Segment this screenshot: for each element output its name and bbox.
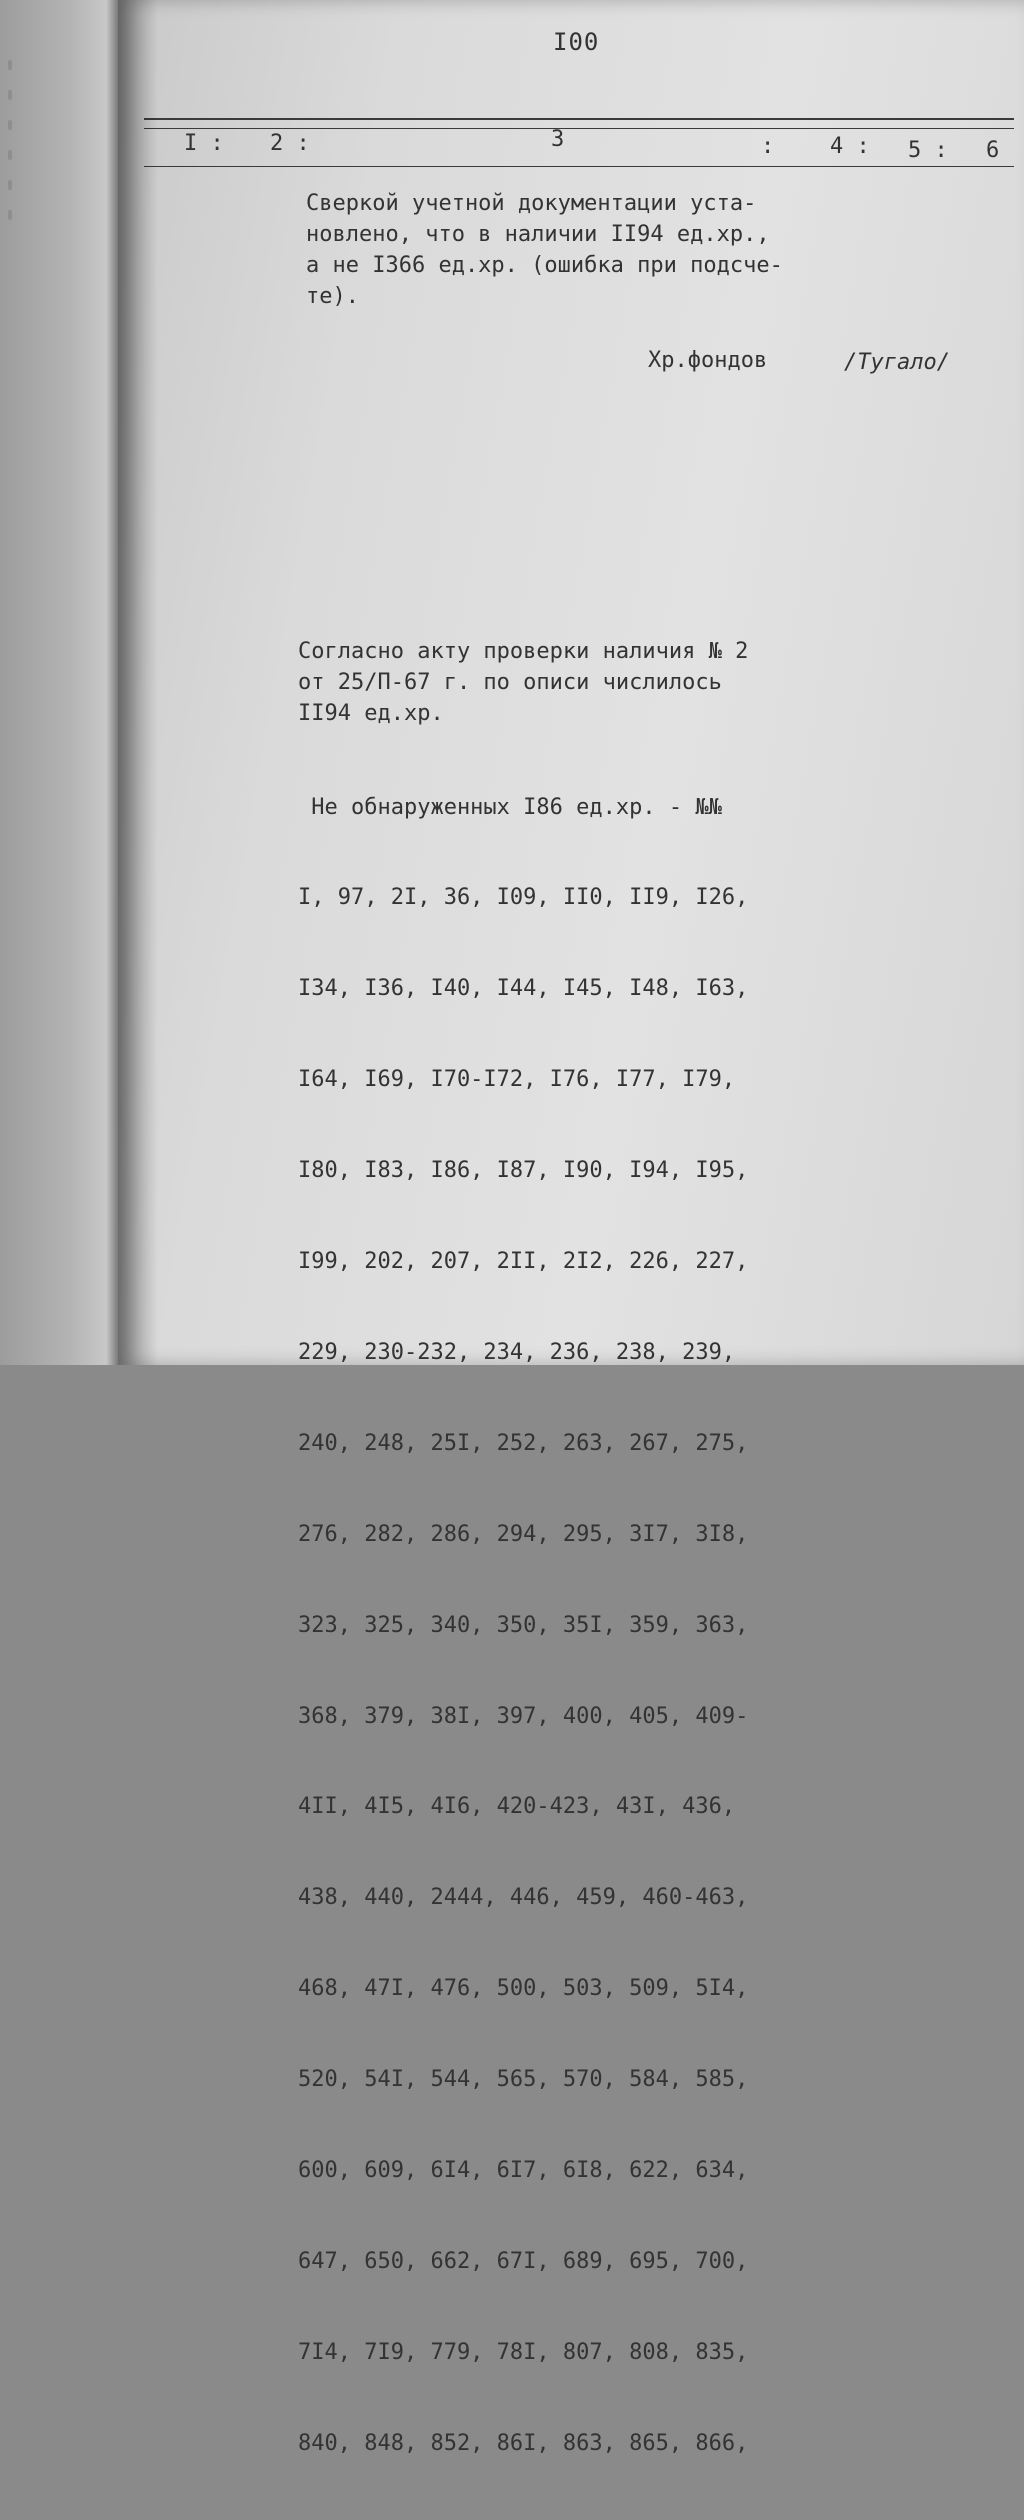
list-item: 240, 248, 25I, 252, 263, 267, 275, xyxy=(298,1430,749,1456)
column-header-3: 3 xyxy=(551,127,565,152)
gutter-shadow xyxy=(118,0,158,1365)
signer-name: /Тугало/ xyxy=(844,350,950,375)
page-edge-mark xyxy=(8,150,12,160)
list-item: I, 97, 2I, 36, I09, II0, II9, I26, xyxy=(298,885,749,911)
page-edge-mark xyxy=(8,210,12,220)
list-item: 840, 848, 852, 86I, 863, 865, 866, xyxy=(298,2430,749,2456)
list-item: 438, 440, 2444, 446, 459, 460-463, xyxy=(298,1885,749,1911)
list-item: 229, 230-232, 234, 236, 238, 239, xyxy=(298,1339,736,1365)
list-item: 600, 609, 6I4, 6I7, 6I8, 622, 634, xyxy=(298,2157,749,2183)
page-edge-mark xyxy=(8,180,12,190)
table-header-rule-top xyxy=(144,118,1014,120)
column-header-5: 5 : xyxy=(908,138,948,163)
column-header-4: 4 : xyxy=(830,134,870,159)
page-edge-mark xyxy=(8,60,12,70)
list-item: 7I4, 7I9, 779, 78I, 807, 808, 835, xyxy=(298,2339,749,2365)
list-item: I80, I83, I86, I87, I90, I94, I95, xyxy=(298,1158,749,1184)
table-header-rule-mid xyxy=(144,128,1014,129)
list-item: 647, 650, 662, 67I, 689, 695, 700, xyxy=(298,2248,749,2274)
list-item: 368, 379, 38I, 397, 400, 405, 409- xyxy=(298,1703,749,1729)
list-item: I34, I36, I40, I44, I45, I48, I63, xyxy=(298,976,749,1002)
page-edge-mark xyxy=(8,120,12,130)
list-item: 276, 282, 286, 294, 295, 3I7, 3I8, xyxy=(298,1521,749,1547)
list-item: 468, 47I, 476, 500, 503, 509, 5I4, xyxy=(298,1976,749,2002)
column-header-1: I : xyxy=(184,131,224,156)
act-statement: Согласно акту проверки наличия № 2 от 25/П-67 г. по описи числилось II94 ед.хр. xyxy=(298,639,749,726)
missing-items-list xyxy=(298,732,748,2520)
list-item: 323, 325, 340, 350, 35I, 359, 363, xyxy=(298,1612,749,1638)
list-item: 520, 54I, 544, 565, 570, 584, 585, xyxy=(298,2067,749,2093)
list-item: I99, 202, 207, 2II, 2I2, 226, 227, xyxy=(298,1249,749,1275)
signer-title: Хр.фондов xyxy=(648,348,768,373)
table-header-rule-bottom xyxy=(144,166,1014,167)
reconciliation-note: Сверкой учетной документации уста- новлено, что в наличии II94 ед.хр., а не I366 ед.хр. (ошибка при подсче- те). xyxy=(306,191,783,309)
page-number: I00 xyxy=(553,28,600,56)
column-header-2: 2 : xyxy=(270,131,310,156)
document-sheet xyxy=(118,0,1024,2456)
column-header-6: 6 xyxy=(986,138,1000,163)
facing-page-edge xyxy=(0,0,118,1365)
list-item: 4II, 4I5, 4I6, 420-423, 43I, 436, xyxy=(298,1794,736,1820)
missing-items-heading: Не обнаруженных I86 ед.хр. - №№ xyxy=(298,794,722,820)
page-edge-mark xyxy=(8,90,12,100)
list-item: I64, I69, I70-I72, I76, I77, I79, xyxy=(298,1067,736,1093)
column-header-3-separator: : xyxy=(761,134,775,159)
